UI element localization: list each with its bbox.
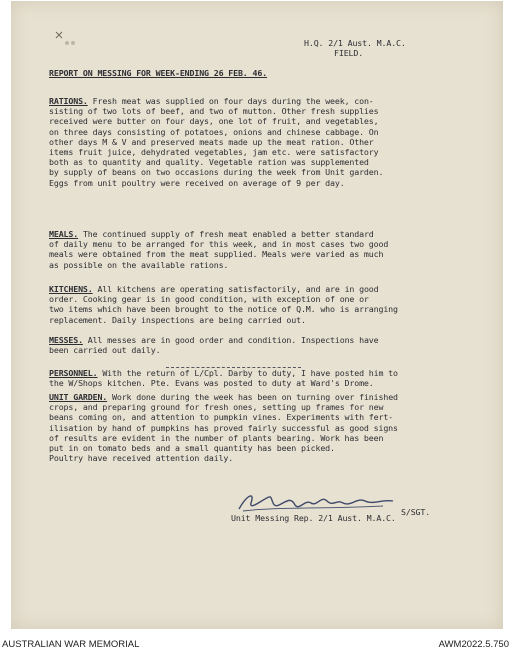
section-line bbox=[49, 284, 398, 294]
section-heading: MEALS. bbox=[49, 229, 79, 239]
section-line bbox=[49, 157, 383, 167]
section-text: Poultry have received attention daily. bbox=[49, 453, 234, 464]
section-line bbox=[49, 127, 383, 137]
section-text: both as to quantity and quality. Vegetable ration was supplemented bbox=[49, 157, 369, 168]
section-text: received were butter on four days, one lot of fruit, and vegetables, bbox=[49, 116, 379, 127]
section-text: crops, and preparing ground for fresh ones, setting up frames for new bbox=[49, 402, 384, 413]
section-text: Work done during the week has been on turning over finished bbox=[112, 392, 398, 402]
section-line bbox=[49, 433, 398, 443]
section-text: put in on tomato beds and a small quantity has been picked. bbox=[49, 443, 335, 454]
section-text: ilisation by hand of pumpkins has proved fairly successful as good signs bbox=[49, 422, 398, 433]
section-line bbox=[49, 443, 398, 453]
section-line bbox=[49, 315, 398, 325]
section-text: of results are evident in the number of plants bearing. Work has been bbox=[49, 432, 384, 443]
section-line bbox=[49, 453, 398, 463]
section-line bbox=[49, 260, 388, 270]
section-messes bbox=[49, 335, 379, 355]
section-line bbox=[49, 106, 383, 116]
section-line bbox=[49, 167, 383, 177]
section-line bbox=[49, 239, 388, 249]
section-text: as possible on the available rations. bbox=[49, 259, 229, 270]
section-text: meals were obtained from the meat supplied. Meals were varied as much bbox=[49, 249, 384, 260]
section-text: Fresh meat was supplied on four days during the week, con- bbox=[92, 96, 374, 106]
footer-institution: AUSTRALIAN WAR MEMORIAL bbox=[2, 639, 140, 650]
section-text: on three days consisting of potatoes, onions and chinese cabbage. On bbox=[49, 126, 379, 137]
section-text: order. Cooking gear is in good condition, with exception of one or bbox=[49, 294, 369, 305]
section-line bbox=[49, 423, 398, 433]
section-heading: KITCHENS. bbox=[49, 284, 93, 294]
section-text: been carried out daily. bbox=[49, 345, 161, 356]
section-text: the W/Shops kitchen. Pte. Evans was posted to duty at Ward's Drome. bbox=[49, 378, 374, 389]
document-page bbox=[11, 1, 503, 629]
section-text: by supply of beans on two occasions during the week from Unit garden. bbox=[49, 167, 384, 178]
footer-accession-number: AWM2022.5.750 bbox=[438, 639, 509, 650]
section-text: The continued supply of fresh meat enabled a better standard bbox=[82, 229, 374, 239]
section-text: other days M & V and preserved meats made up the meat ration. Other bbox=[49, 136, 374, 147]
section-heading: MESSES. bbox=[49, 335, 83, 345]
section-line bbox=[49, 368, 398, 378]
section-line bbox=[49, 96, 383, 106]
section-line bbox=[49, 392, 398, 402]
section-text: Eggs from unit poultry were received on average of 9 per day. bbox=[49, 177, 345, 188]
section-line bbox=[49, 345, 379, 355]
section-text: All messes are in good order and condition. Inspections have bbox=[87, 335, 379, 345]
section-text: All kitchens are operating satisfactorily, and are in good bbox=[97, 284, 379, 294]
section-personnel bbox=[49, 368, 398, 388]
section-unit-garden bbox=[49, 392, 398, 463]
section-text: replacement. Daily inspections are being carried out. bbox=[49, 314, 306, 325]
pencil-mark-icon bbox=[55, 31, 63, 39]
section-line bbox=[49, 402, 398, 412]
section-divider bbox=[166, 367, 301, 368]
header-address bbox=[304, 38, 406, 58]
signature-rank: S/SGT. bbox=[401, 507, 431, 517]
header-line-2: FIELD. bbox=[334, 48, 364, 59]
section-meals bbox=[49, 229, 388, 270]
section-line bbox=[49, 249, 388, 259]
section-line bbox=[49, 294, 398, 304]
section-heading: UNIT GARDEN. bbox=[49, 392, 108, 402]
section-text: two items which have been brought to the notice of Q.M. who is arranging bbox=[49, 304, 398, 315]
section-line bbox=[49, 378, 398, 388]
signature-role: Unit Messing Rep. 2/1 Aust. M.A.C. bbox=[231, 513, 396, 523]
section-kitchens bbox=[49, 284, 398, 325]
section-line bbox=[49, 412, 398, 422]
header-line-1: H.Q. 2/1 Aust. M.A.C. bbox=[304, 38, 406, 48]
section-line bbox=[49, 147, 383, 157]
section-text: With the return of L/Cpl. Darby to duty, I have posted him to bbox=[102, 368, 398, 378]
section-line bbox=[49, 137, 383, 147]
section-line bbox=[49, 178, 383, 188]
section-heading: RATIONS. bbox=[49, 96, 88, 106]
section-text: sisting of two lots of beef, and two of mutton. Other fresh supplies bbox=[49, 106, 379, 117]
section-rations bbox=[49, 96, 383, 188]
section-line bbox=[49, 335, 379, 345]
section-line bbox=[49, 229, 388, 239]
report-title: REPORT ON MESSING FOR WEEK-ENDING 26 FEB. 46. bbox=[49, 68, 268, 78]
section-heading: PERSONNEL. bbox=[49, 368, 98, 378]
section-text: items fruit juice, dehydrated vegetables, jam etc. were satisfactory bbox=[49, 147, 379, 158]
section-text: of daily menu to be arranged for this week, and in most cases two good bbox=[49, 239, 389, 250]
section-line bbox=[49, 116, 383, 126]
section-line bbox=[49, 304, 398, 314]
section-text: beans coming on, and attention to pumpkin vines. Experiments with fert- bbox=[49, 412, 394, 423]
